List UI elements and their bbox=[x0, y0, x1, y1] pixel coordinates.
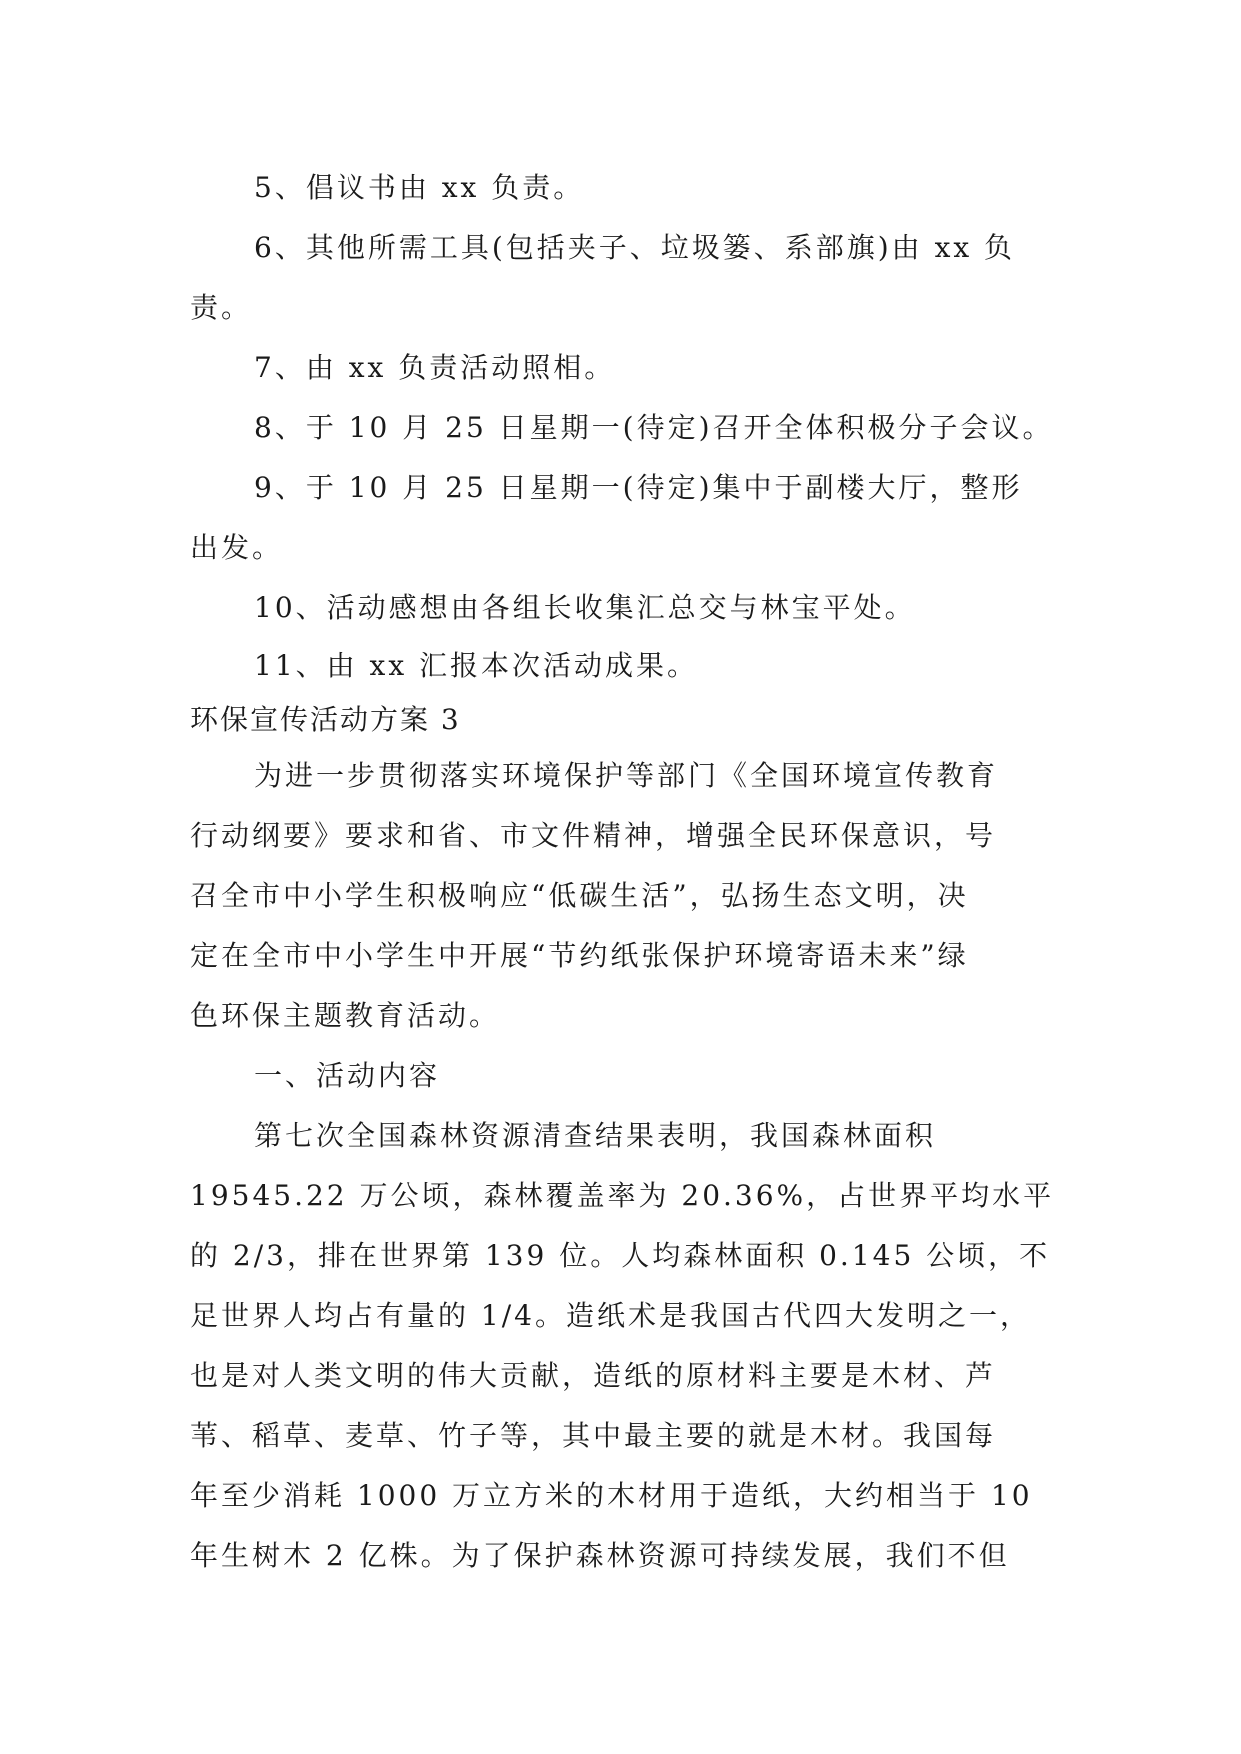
list-item-6-continuation: 责。 bbox=[190, 291, 253, 324]
list-item-8: 8、于 10 月 25 日星期一(待定)召开全体积极分子会议。 bbox=[254, 411, 1054, 444]
paragraph-line: 第七次全国森林资源清查结果表明，我国森林面积 bbox=[254, 1119, 937, 1152]
paragraph-line: 19545.22 万公顷，森林覆盖率为 20.36%，占世界平均水平 bbox=[190, 1179, 1055, 1212]
paragraph-line: 召全市中小学生积极响应“低碳生活”，弘扬生态文明，决 bbox=[190, 879, 969, 912]
list-item-7: 7、由 xx 负责活动照相。 bbox=[254, 351, 616, 384]
list-item-6: 6、其他所需工具(包括夹子、垃圾篓、系部旗)由 xx 负 bbox=[254, 231, 1016, 264]
list-item-10: 10、活动感想由各组长收集汇总交与林宝平处。 bbox=[254, 591, 916, 624]
document-body bbox=[190, 158, 1055, 1586]
paragraph-line: 年至少消耗 1000 万立方米的木材用于造纸，大约相当于 10 bbox=[190, 1479, 1033, 1512]
list-item-9-continuation: 出发。 bbox=[190, 531, 284, 564]
list-item-9: 9、于 10 月 25 日星期一(待定)集中于副楼大厅，整形 bbox=[254, 471, 1023, 504]
paragraph-line: 苇、稻草、麦草、竹子等，其中最主要的就是木材。我国每 bbox=[190, 1419, 997, 1452]
subsection-heading: 一、活动内容 bbox=[254, 1059, 441, 1092]
paragraph-line: 色环保主题教育活动。 bbox=[190, 999, 501, 1032]
paragraph-line: 定在全市中小学生中开展“节约纸张保护环境寄语未来”绿 bbox=[190, 939, 969, 972]
paragraph-line: 的 2/3，排在世界第 139 位。人均森林面积 0.145 公顷，不 bbox=[190, 1239, 1051, 1272]
paragraph-line: 也是对人类文明的伟大贡献，造纸的原材料主要是木材、芦 bbox=[190, 1359, 997, 1392]
list-item-11: 11、由 xx 汇报本次活动成果。 bbox=[254, 649, 699, 682]
section-title: 环保宣传活动方案 3 bbox=[190, 703, 461, 736]
paragraph-line: 年生树木 2 亿株。为了保护森林资源可持续发展，我们不但 bbox=[190, 1539, 1010, 1572]
paragraph-line: 行动纲要》要求和省、市文件精神，增强全民环保意识，号 bbox=[190, 819, 997, 852]
paragraph-line: 为进一步贯彻落实环境保护等部门《全国环境宣传教育 bbox=[254, 759, 999, 792]
paragraph-line: 足世界人均占有量的 1/4。造纸术是我国古代四大发明之一， bbox=[190, 1299, 1031, 1332]
list-item-5: 5、倡议书由 xx 负责。 bbox=[254, 171, 585, 204]
